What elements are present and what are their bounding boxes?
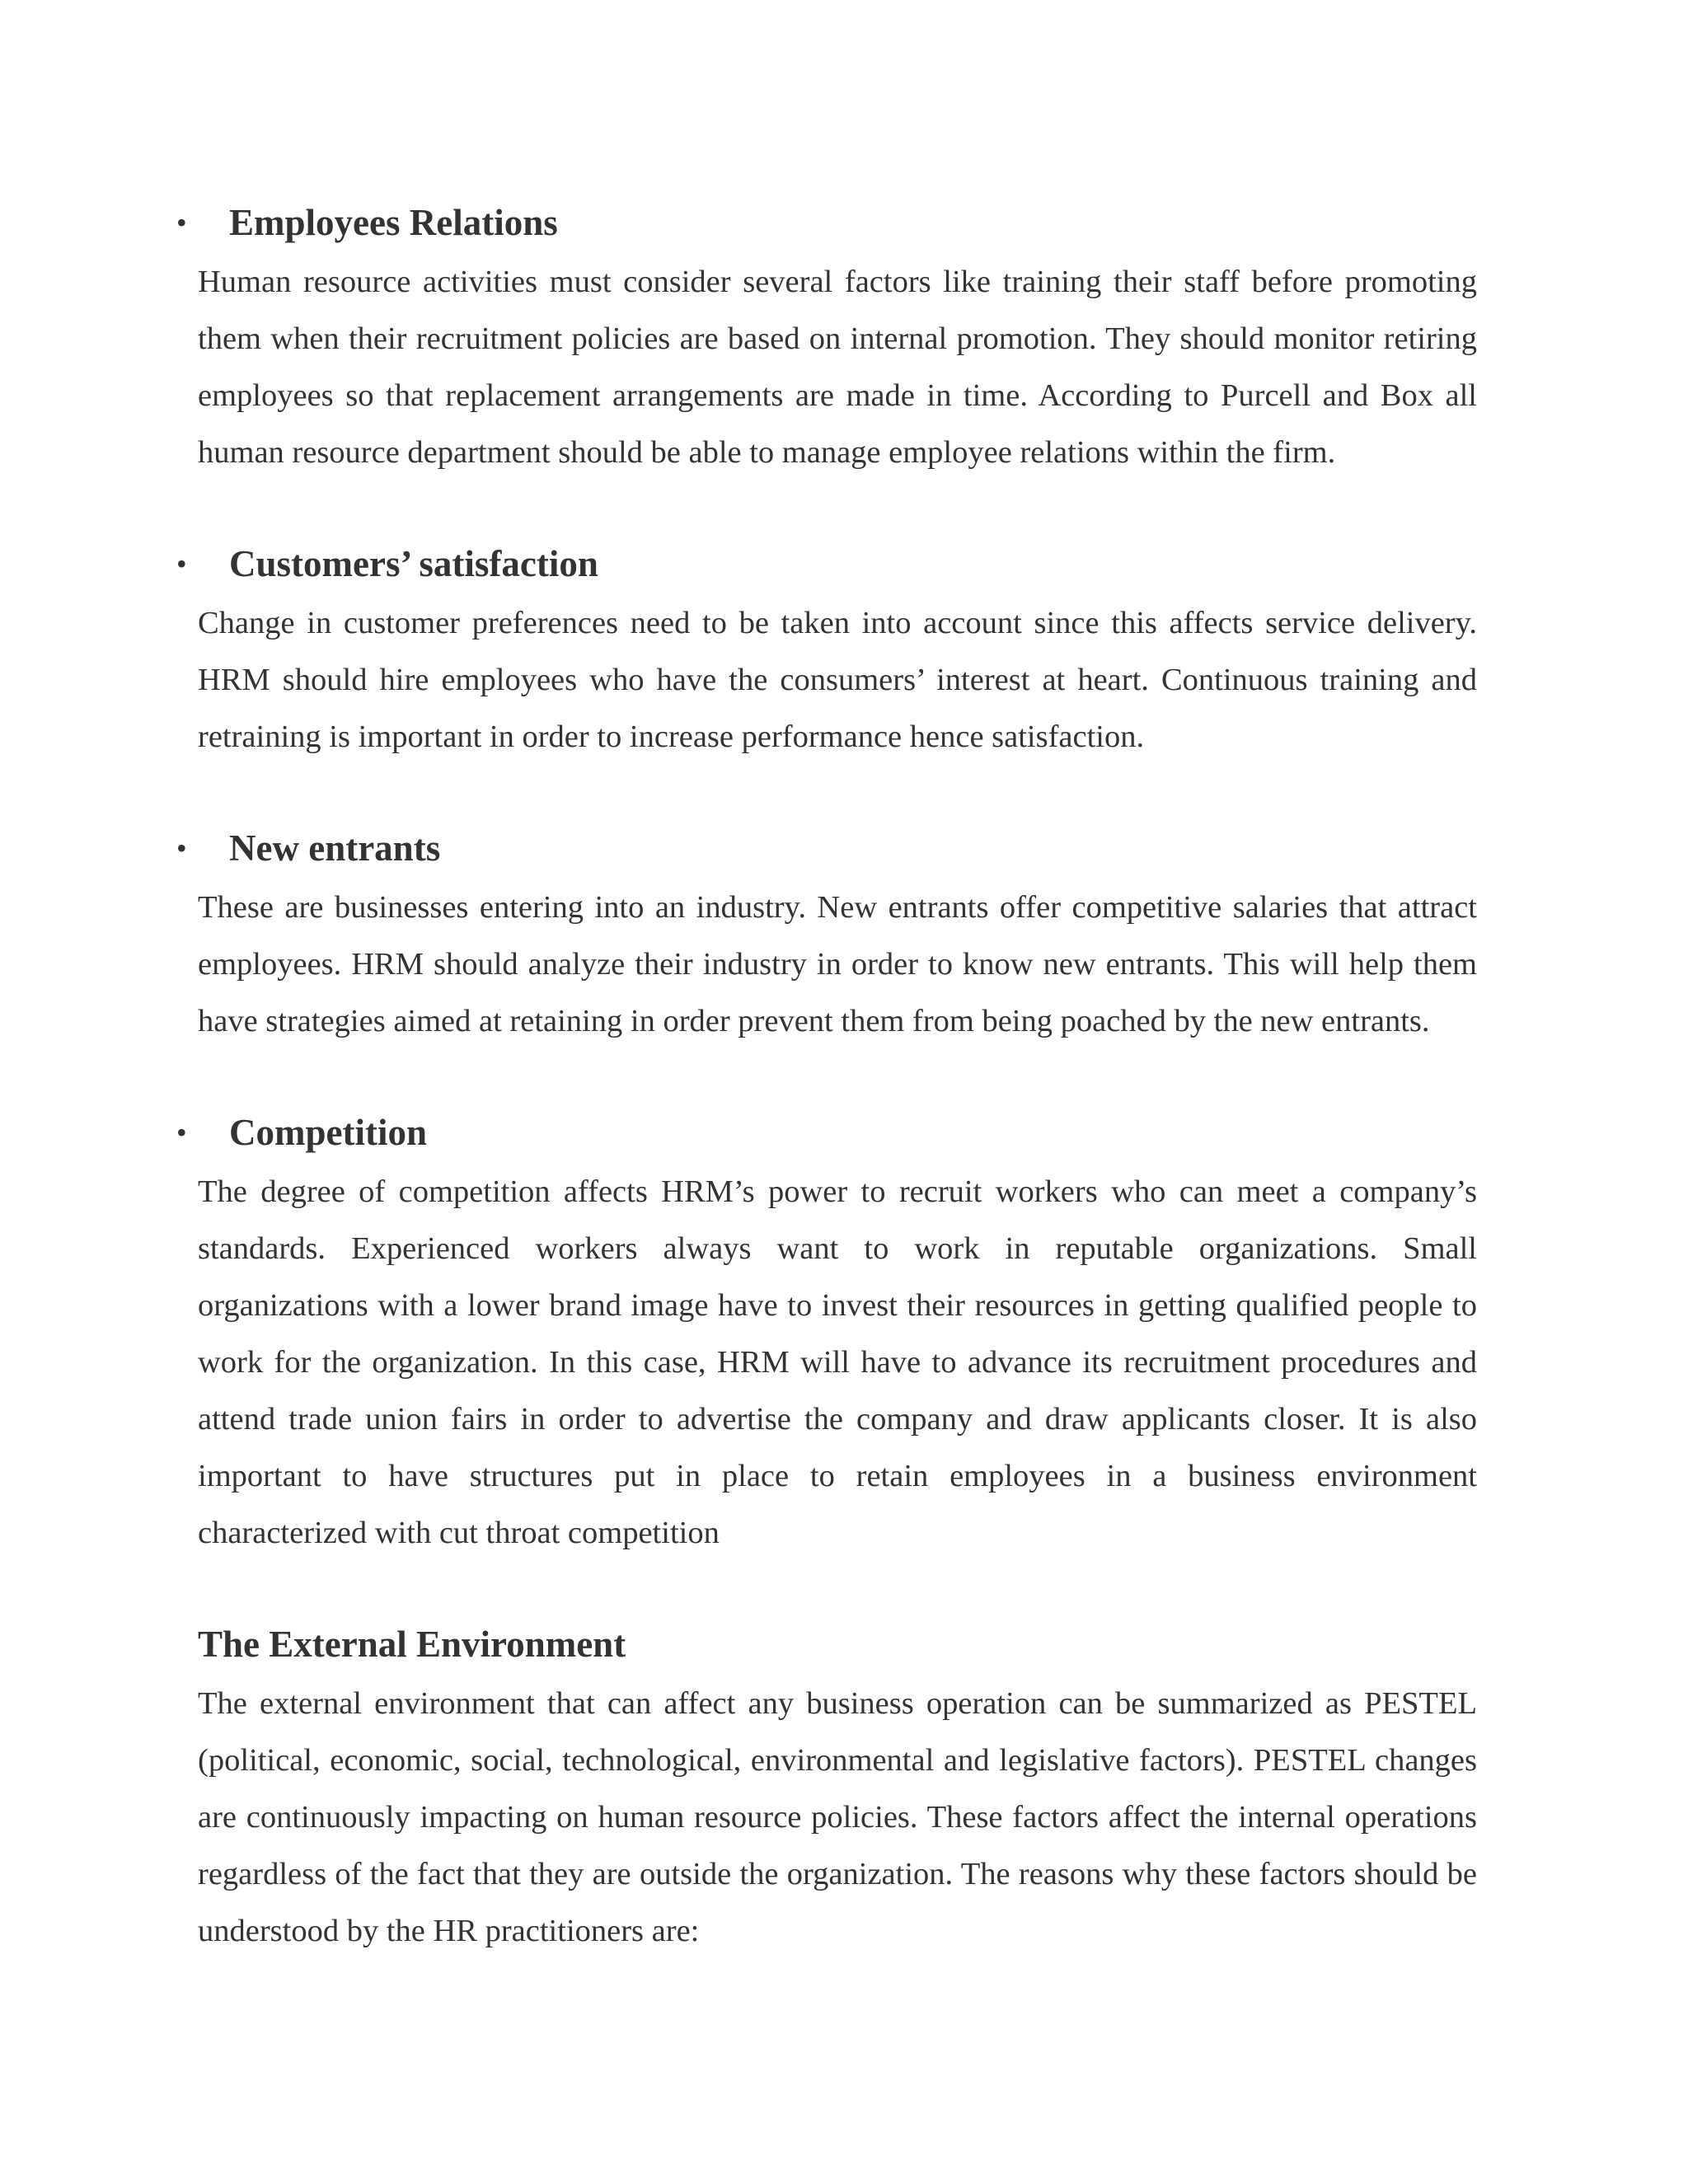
section-paragraph: Human resource activities must consider several factors like training their staff before promoting them when their recruitment policies are based on internal promotion. They should monitor retiring employees so that replacement arrangements are made in time. According to Purcell and Box all human resource department should be able to manage employee relations within the firm. xyxy=(198,265,1477,470)
section-heading xyxy=(176,1101,1477,1164)
section-heading xyxy=(176,817,1477,879)
section-employees-relations xyxy=(176,191,1477,481)
section-paragraph: The degree of competition affects HRM’s power to recruit workers who can meet a company’s standards. Experienced workers always want to work in reputable organizations. Small organizations with a lower brand image have to invest their resources in getting qualified people to work for the organization. In this case, HRM will have to advance its recruitment procedures and attend trade union fairs in order to advertise the company and draw applicants closer. It is also important to have structures put in place to retain employees in a business environment characterized with cut throat competition xyxy=(198,1174,1477,1550)
section-heading: The External Environment xyxy=(198,1624,626,1665)
section-heading-text: Customers’ satisfaction xyxy=(229,543,598,584)
document-page xyxy=(176,191,1477,1960)
section-heading-text: New entrants xyxy=(229,827,441,869)
bullet-icon: • xyxy=(176,1116,187,1149)
section-paragraph: Change in customer preferences need to be taken into account since this affects service delivery. HRM should hire employees who have the consumers’ interest at heart. Continuous training and retraining is important in order to increase performance hence satisfaction. xyxy=(198,606,1477,754)
section-paragraph: These are businesses entering into an industry. New entrants offer competitive salaries that attract employees. HRM should analyze their industry in order to know new entrants. This will help them have strategies aimed at retaining in order prevent them from being poached by the new entrants. xyxy=(198,890,1477,1038)
section-external-environment xyxy=(198,1613,1477,1960)
section-heading-text: Employees Relations xyxy=(229,202,558,243)
bullet-icon: • xyxy=(176,832,187,865)
section-new-entrants xyxy=(176,817,1477,1050)
section-heading-text: Competition xyxy=(229,1112,427,1153)
section-customers-satisfaction xyxy=(176,532,1477,766)
section-heading xyxy=(176,191,1477,254)
section-heading xyxy=(176,532,1477,595)
bullet-icon: • xyxy=(176,206,187,239)
bullet-icon: • xyxy=(176,547,187,580)
section-paragraph: The external environment that can affect any business operation can be summarized as PESTEL (political, economic, social, technological, environmental and legislative factors). PESTEL changes are continuously impacting on human resource policies. These factors affect the internal operations regardless of the fact that they are outside the organization. The reasons why these factors should be understood by the HR practitioners are: xyxy=(198,1686,1477,1948)
section-competition xyxy=(176,1101,1477,1562)
